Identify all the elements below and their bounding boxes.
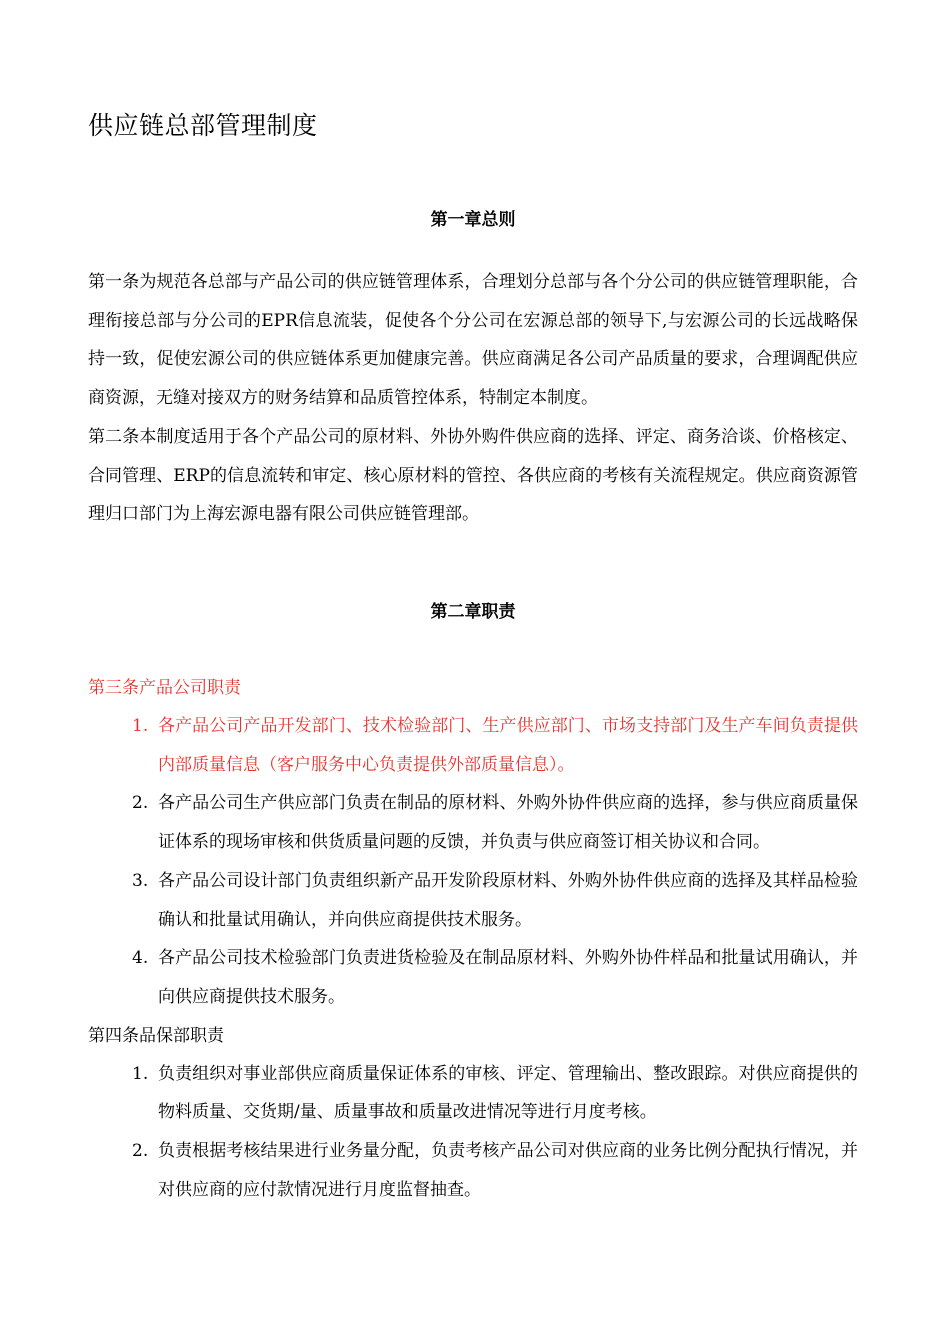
article-3-list	[88, 707, 858, 1017]
document-title: 供应链总部管理制度	[88, 111, 318, 140]
list-item	[88, 784, 858, 861]
chapter-1-body	[88, 263, 858, 534]
chapter-1-heading: 第一章总则	[430, 210, 516, 230]
list-item-text: 各产品公司设计部门负责组织新产品开发阶段原材料、外购外协件供应商的选择及其样品检验确认和批量试用确认，并向供应商提供技术服务。	[158, 870, 858, 930]
chapter-2-body	[88, 669, 858, 1209]
list-item-text: 各产品公司生产供应部门负责在制品的原材料、外购外协件供应商的选择，参与供应商质量保证体系的现场审核和供货质量问题的反馈，并负责与供应商签订相关协议和合同。	[158, 793, 858, 853]
list-item-text: 各产品公司技术检验部门负责进货检验及在制品原材料、外购外协件样品和批量试用确认，并向供应商提供技术服务。	[158, 948, 858, 1007]
list-item	[88, 1055, 858, 1132]
article-4-heading: 第四条品保部职责	[88, 1025, 224, 1046]
chapter-2-heading: 第二章职责	[430, 602, 516, 622]
list-item-number: 3.	[132, 870, 149, 891]
list-item-number: 2.	[132, 793, 149, 814]
list-item-text: 各产品公司产品开发部门、技术检验部门、生产供应部门、市场支持部门及生产车间负责提供内部质量信息（客户服务中心负责提供外部质量信息）。	[158, 716, 858, 775]
article-3-heading: 第三条产品公司职责	[88, 678, 241, 698]
list-item	[88, 939, 858, 1016]
list-item	[88, 862, 858, 939]
article-1-paragraph: 第一条为规范各总部与产品公司的供应链管理体系，合理划分总部与各个分公司的供应链管理职能，合理衔接总部与分公司的EPR信息流装，促使各个分公司在宏源总部的领导下,与宏源公司的长远战略保持一致，促使宏源公司的供应链体系更加健康完善。供应商满足各公司产品质量的要求，合理调配供应商资源，无缝对接双方的财务结算和品质管控体系，特制定本制度。	[88, 272, 858, 409]
list-item-number: 1.	[132, 716, 149, 736]
list-item-text: 负责组织对事业部供应商质量保证体系的审核、评定、管理输出、整改跟踪。对供应商提供的物料质量、交货期/量、质量事故和质量改进情况等进行月度考核。	[158, 1063, 858, 1123]
list-item-number: 1.	[132, 1063, 149, 1084]
list-item-text: 负责根据考核结果进行业务量分配，负责考核产品公司对供应商的业务比例分配执行情况，并对供应商的应付款情况进行月度监督抽查。	[158, 1141, 858, 1200]
list-item-number: 2.	[132, 1141, 149, 1162]
list-item	[88, 707, 858, 784]
article-4-list	[88, 1055, 858, 1210]
list-item	[88, 1132, 858, 1209]
article-2-paragraph: 第二条本制度适用于各个产品公司的原材料、外协外购件供应商的选择、评定、商务洽谈、价格核定、合同管理、ERP的信息流转和审定、核心原材料的管控、各供应商的考核有关流程规定。供应商资源管理归口部门为上海宏源电器有限公司供应链管理部。	[88, 426, 858, 525]
list-item-number: 4.	[132, 948, 149, 969]
